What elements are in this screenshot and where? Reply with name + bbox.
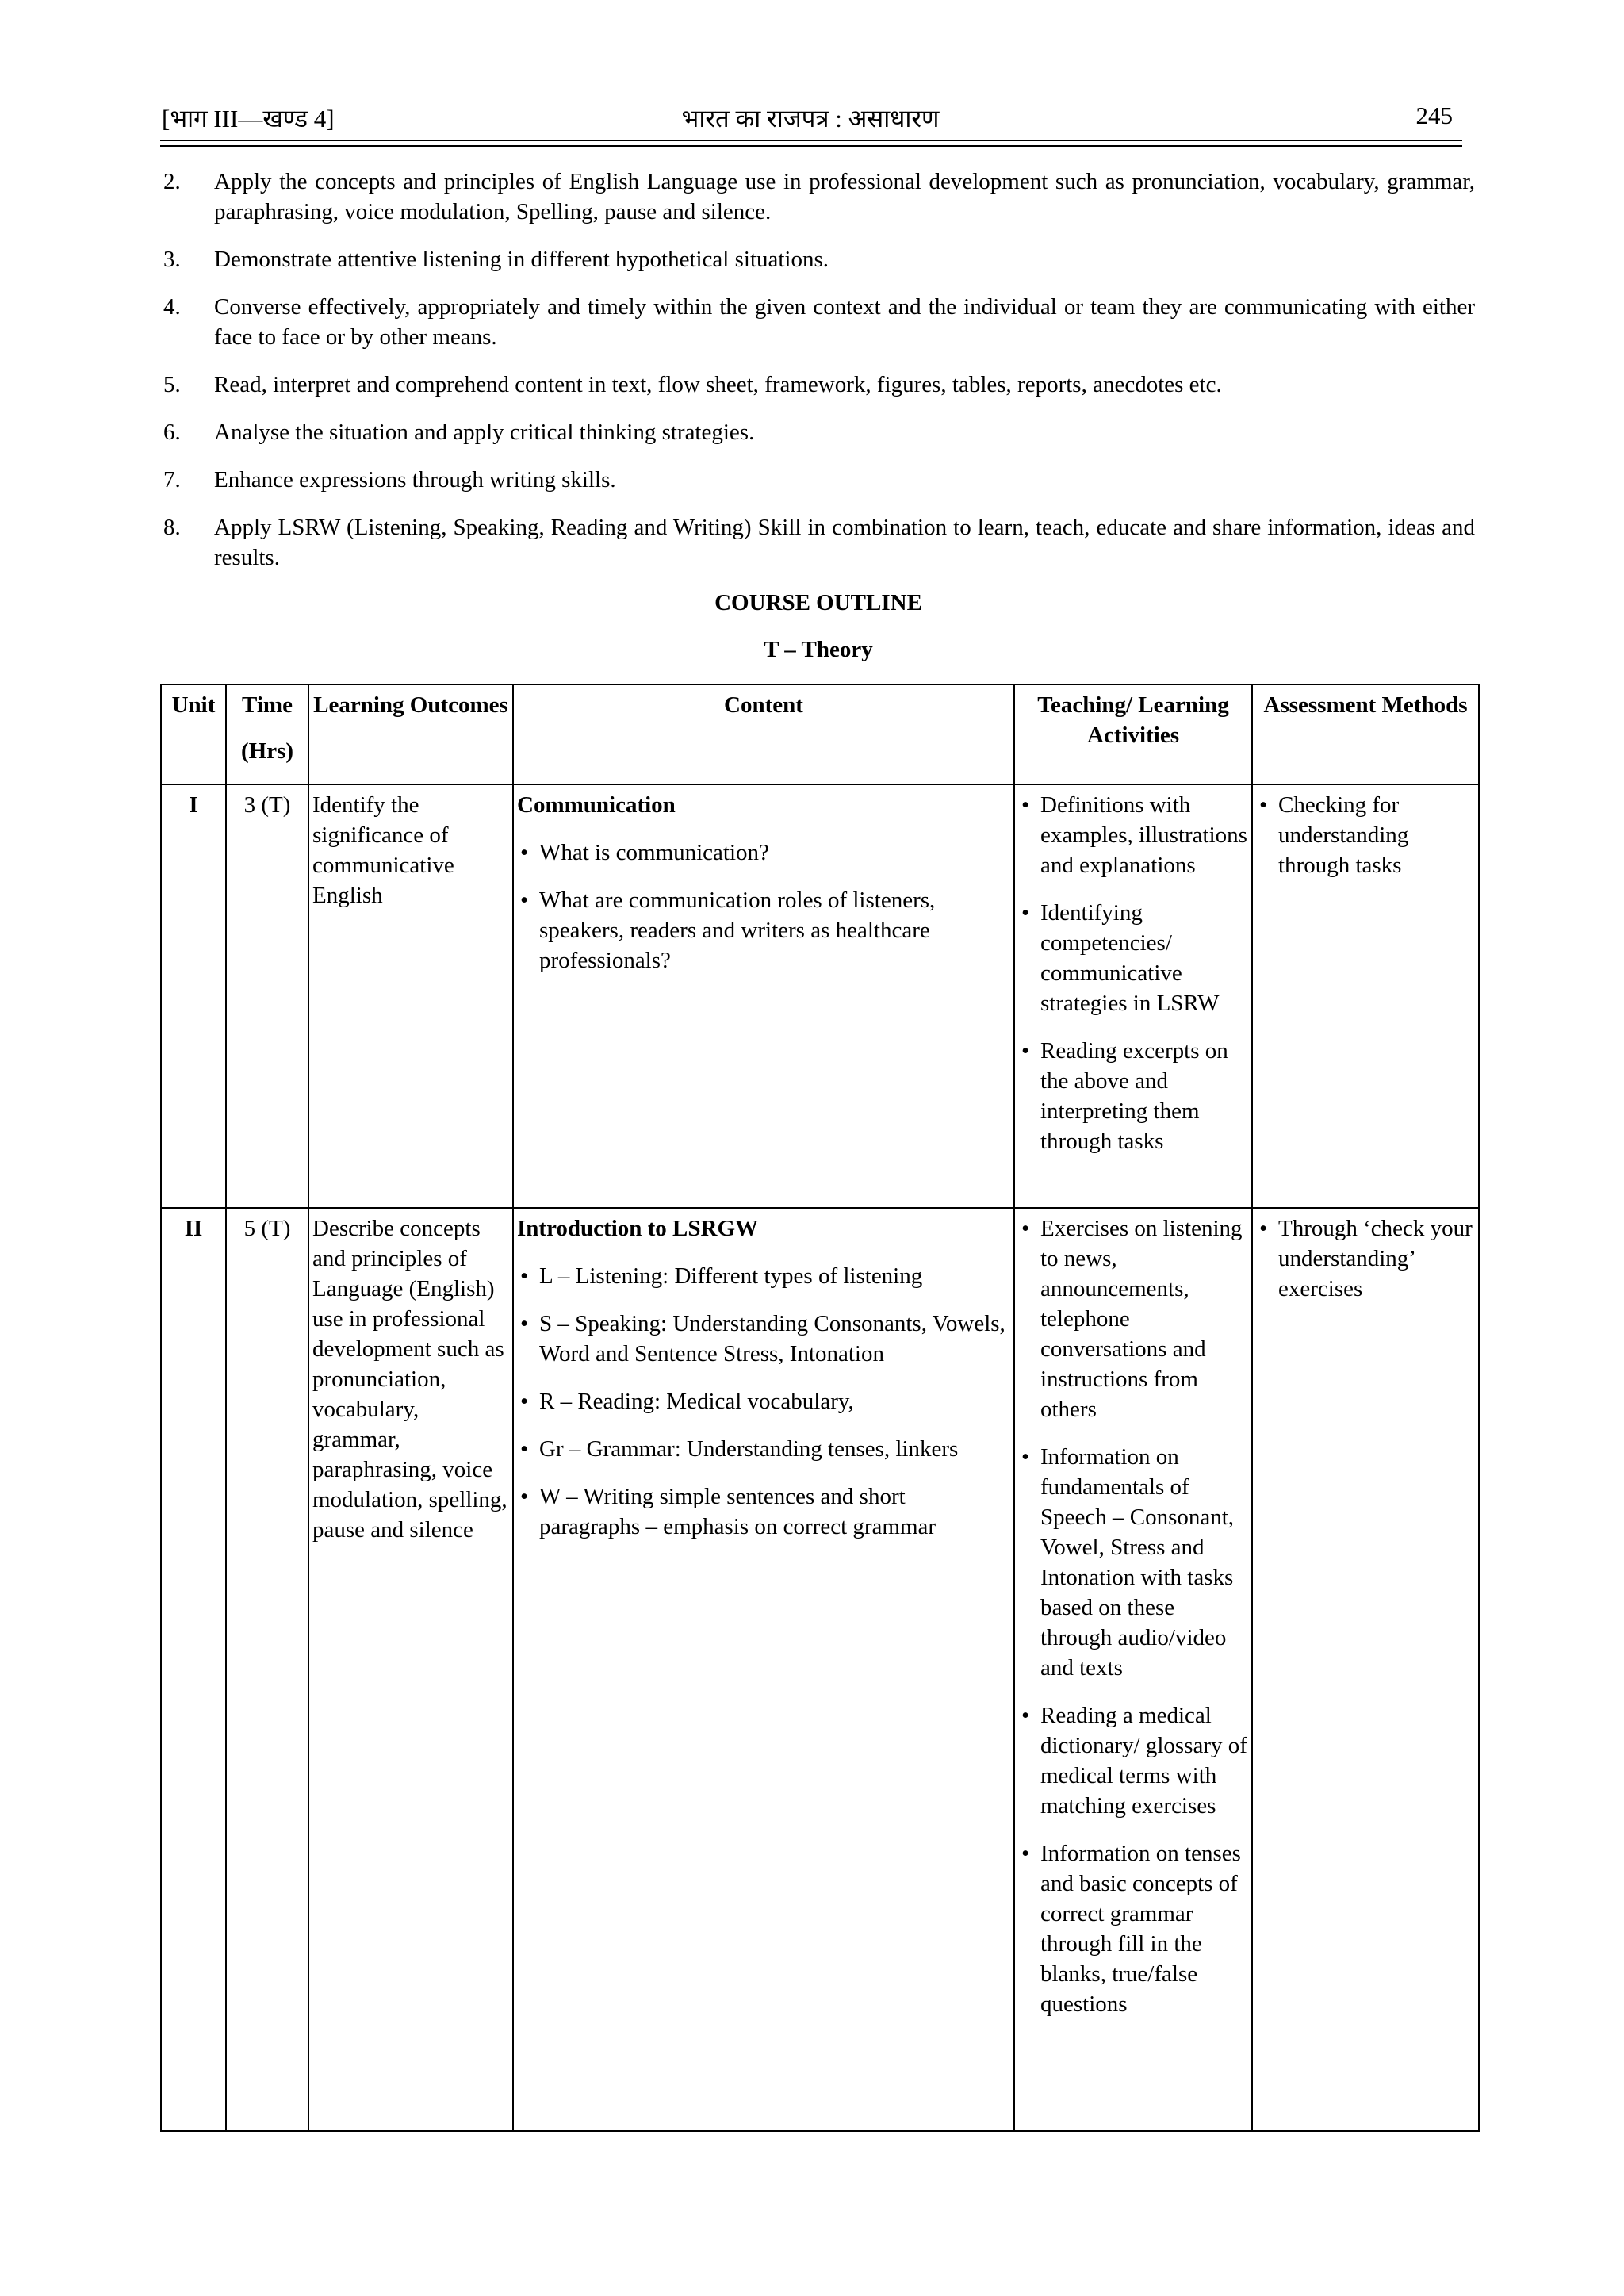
objective-item	[163, 370, 1475, 400]
header-rule-top	[160, 140, 1462, 141]
list-item: • What is communication?	[517, 838, 1010, 868]
cell-assessment	[1252, 1208, 1479, 2131]
theory-title: T – Theory	[764, 637, 873, 662]
cell-time: 3 (T)	[226, 784, 308, 1208]
objective-item	[163, 292, 1475, 352]
cell-unit: II	[161, 1208, 226, 2131]
objective-number: 7.	[163, 467, 181, 493]
list-item: • Reading excerpts on the above and interpreting them through tasks	[1018, 1036, 1248, 1156]
list-item: • Information on tenses and basic concepts of correct grammar through fill in the blanks, true/false questions	[1018, 1838, 1248, 2019]
table-row	[161, 784, 1479, 1208]
content-heading: Communication	[517, 792, 676, 818]
activities-list	[1018, 1213, 1248, 2019]
list-item: • Information on fundamentals of Speech – Consonant, Vowel, Stress and Intonation with tasks based on these through audio/video and texts	[1018, 1442, 1248, 1683]
activities-list	[1018, 790, 1248, 1156]
objective-text: Enhance expressions through writing skills.	[214, 467, 616, 493]
objective-text: Apply the concepts and principles of English Language use in professional development such as pronunciation, vocabulary, grammar, paraphrasing, voice modulation, Spelling, pause and silence.	[214, 169, 1475, 224]
content-heading: Introduction to LSRGW	[517, 1216, 759, 1241]
objective-text: Analyse the situation and apply critical thinking strategies.	[214, 420, 755, 445]
objective-number: 2.	[163, 169, 181, 194]
objective-text: Demonstrate attentive listening in different hypothetical situations.	[214, 247, 829, 272]
objective-number: 4.	[163, 294, 181, 320]
header-rule-bottom	[160, 145, 1462, 147]
objective-number: 5.	[163, 372, 181, 397]
list-item: • Through ‘check your understanding’ exercises	[1256, 1213, 1475, 1304]
objective-item	[163, 465, 1475, 495]
assessment-list	[1256, 790, 1475, 880]
objective-text: Read, interpret and comprehend content in text, flow sheet, framework, figures, tables, reports, anecdotes etc.	[214, 372, 1222, 397]
cell-activities	[1014, 1208, 1252, 2131]
course-outline-title: COURSE OUTLINE	[714, 590, 922, 615]
objective-number: 6.	[163, 420, 181, 445]
list-item: • Identifying competencies/ communicative strategies in LSRW	[1018, 898, 1248, 1018]
header-part-section: [भाग III—खण्ड 4]	[162, 105, 335, 132]
objectives-list	[163, 167, 1475, 590]
header-learning-outcomes: Learning Outcomes	[308, 684, 513, 784]
objective-text: Converse effectively, appropriately and timely within the given context and the individual or team they are communicating with either face to face or by other means.	[214, 294, 1475, 350]
header-page-number: 245	[1415, 102, 1453, 129]
content-list	[517, 1261, 1010, 1542]
objective-item	[163, 512, 1475, 573]
header-unit: Unit	[161, 684, 226, 784]
cell-assessment	[1252, 784, 1479, 1208]
list-item: • W – Writing simple sentences and short paragraphs – emphasis on correct grammar	[517, 1481, 1010, 1542]
header-assessment: Assessment Methods	[1252, 684, 1479, 784]
header-activities: Teaching/ Learning Activities	[1014, 684, 1252, 784]
cell-unit: I	[161, 784, 226, 1208]
header-gazette-title: भारत का राजपत्र : असाधारण	[681, 105, 940, 132]
list-item: • L – Listening: Different types of listening	[517, 1261, 1010, 1291]
cell-content	[513, 1208, 1014, 2131]
list-item: • What are communication roles of listeners, speakers, readers and writers as healthcare professionals?	[517, 885, 1010, 976]
list-item: • Definitions with examples, illustrations and explanations	[1018, 790, 1248, 880]
cell-time: 5 (T)	[226, 1208, 308, 2131]
list-item: • Exercises on listening to news, announcements, telephone conversations and instructions from others	[1018, 1213, 1248, 1424]
list-item: • S – Speaking: Understanding Consonants, Vowels, Word and Sentence Stress, Intonation	[517, 1309, 1010, 1369]
objective-item	[163, 417, 1475, 447]
table-header-row	[161, 684, 1479, 784]
cell-learning-outcomes: Describe concepts and principles of Language (English) use in professional development such as pronunciation, vocabulary, grammar, paraphrasing, voice modulation, spelling, pause and silence	[308, 1208, 513, 2131]
objective-item	[163, 167, 1475, 227]
content-list	[517, 838, 1010, 976]
cell-learning-outcomes: Identify the significance of communicative English	[308, 784, 513, 1208]
cell-activities	[1014, 784, 1252, 1208]
table-row	[161, 1208, 1479, 2131]
assessment-list	[1256, 1213, 1475, 1304]
list-item: • Reading a medical dictionary/ glossary of medical terms with matching exercises	[1018, 1700, 1248, 1821]
header-time: Time (Hrs)	[226, 684, 308, 784]
list-item: • Gr – Grammar: Understanding tenses, linkers	[517, 1434, 1010, 1464]
objective-number: 8.	[163, 515, 181, 540]
objective-item	[163, 244, 1475, 274]
objective-number: 3.	[163, 247, 181, 272]
list-item: • Checking for understanding through tasks	[1256, 790, 1475, 880]
course-outline-table	[160, 684, 1480, 2132]
list-item: • R – Reading: Medical vocabulary,	[517, 1386, 1010, 1416]
objective-text: Apply LSRW (Listening, Speaking, Reading and Writing) Skill in combination to learn, teach, educate and share information, ideas and results.	[214, 515, 1475, 570]
page-header	[160, 102, 1461, 136]
cell-content	[513, 784, 1014, 1208]
header-content: Content	[513, 684, 1014, 784]
